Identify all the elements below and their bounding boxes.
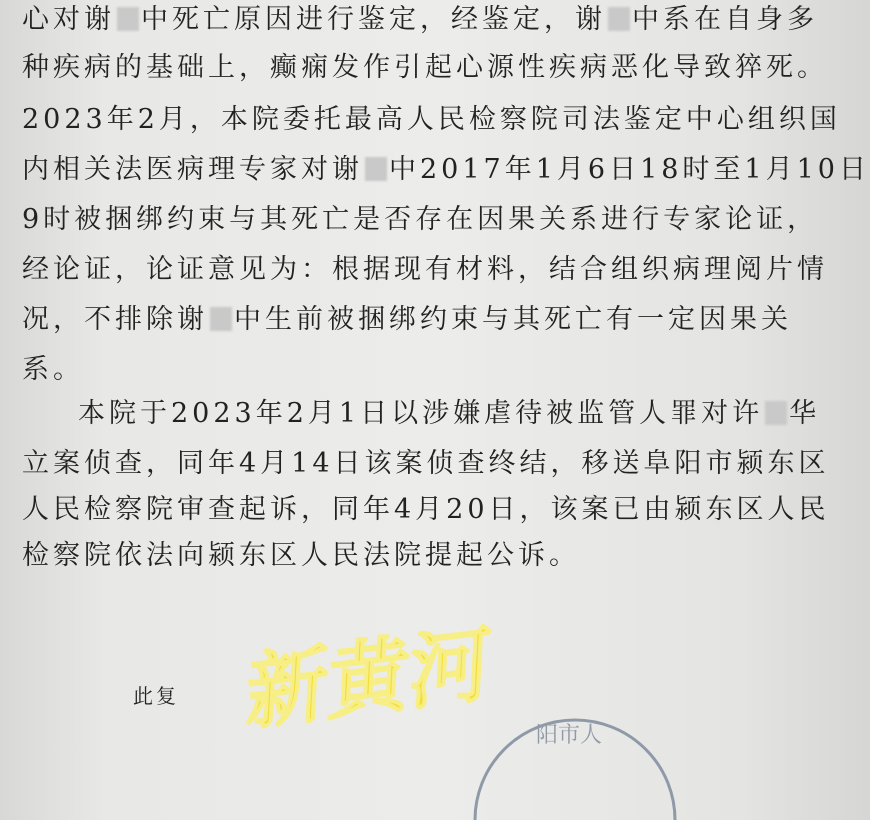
text-segment: 中生前被捆绑约束与其死亡有一定因果关 (234, 304, 792, 335)
text-line (22, 4, 818, 36)
closing-text: 此复 (133, 684, 179, 708)
text-segment: 中系在自身多 (632, 4, 818, 35)
text-segment: 中2017年1月6日18时至1月10日 (389, 154, 870, 185)
watermark-text: 新黄河 (244, 615, 494, 743)
text-line (22, 154, 870, 186)
seal-text: 阳市人 (536, 723, 603, 748)
redaction-mask (365, 157, 387, 181)
text-segment: 种疾病的基础上，癫痫发作引起心源性疾病恶化导致猝死。 (22, 52, 828, 83)
text-line (22, 104, 841, 136)
text-segment: 本院于2023年2月1日以涉嫌虐待被监管人罪对许 (78, 398, 764, 429)
text-segment: 中死亡原因进行鉴定，经鉴定，谢 (141, 4, 606, 35)
text-line (22, 540, 580, 572)
redaction-mask (117, 7, 139, 31)
text-segment: 内相关法医病理专家对谢 (22, 154, 363, 185)
text-line (22, 204, 818, 236)
text-segment: 立案侦查，同年4月14日该案侦查终结，移送阜阳市颍东区 (22, 448, 830, 479)
text-line (22, 254, 828, 286)
text-line (78, 398, 820, 430)
text-line (22, 52, 828, 84)
official-seal (470, 700, 680, 820)
text-segment: 况，不排除谢 (22, 304, 208, 335)
text-segment: 经论证，论证意见为：根据现有材料，结合组织病理阅片情 (22, 254, 828, 285)
text-segment: 系。 (22, 354, 84, 385)
text-line (22, 304, 792, 336)
text-segment: 心对谢 (22, 4, 115, 35)
redaction-mask (608, 7, 630, 31)
text-segment: 人民检察院审查起诉，同年4月20日，该案已由颍东区人民 (22, 494, 830, 525)
text-line (22, 354, 84, 386)
text-segment: 华 (789, 398, 821, 429)
text-line (22, 494, 830, 526)
watermark-logo (244, 612, 494, 747)
text-line (22, 448, 830, 480)
text-segment: 2023年2月，本院委托最高人民检察院司法鉴定中心组织国 (22, 104, 841, 135)
text-segment: 9时被捆绑约束与其死亡是否存在因果关系进行专家论证， (22, 204, 819, 235)
text-segment: 检察院依法向颍东区人民法院提起公诉。 (22, 540, 580, 571)
redaction-mask (210, 307, 232, 331)
redaction-mask (765, 401, 787, 425)
